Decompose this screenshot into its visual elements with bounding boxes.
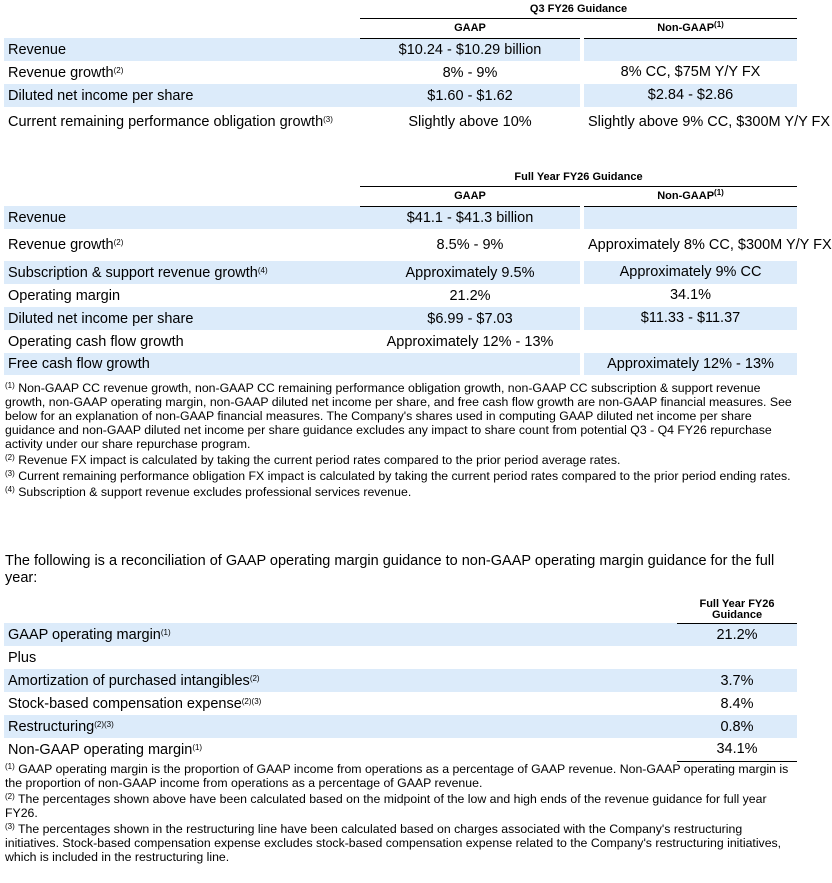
row-value: [677, 646, 797, 669]
gaap-value: Slightly above 10%: [360, 107, 580, 137]
table-row: [4, 646, 797, 669]
row-label: Revenue growth$^{(2)}$: [4, 229, 360, 261]
gaap-value: $10.24 - $10.29 billion: [360, 38, 580, 61]
table-row: [4, 330, 797, 353]
reconciliation-footnotes: [5, 762, 797, 864]
row-label: GAAP operating margin$^{(1)}$: [4, 623, 677, 646]
nongaap-value: 8% CC, $75M Y/Y FX: [584, 61, 797, 84]
guidance-footnotes: [5, 381, 797, 499]
gaap-value: $6.99 - $7.03: [360, 307, 580, 330]
reconciliation-intro: The following is a reconciliation of GAAP operating margin guidance to non-GAAP operating margin guidance for the full year:: [5, 553, 775, 586]
gaap-value: Approximately 12% - 13%: [360, 330, 580, 353]
table-row: [4, 229, 797, 261]
nongaap-value: $11.33 - $11.37: [584, 307, 797, 330]
row-label: Diluted net income per share: [4, 307, 360, 330]
nongaap-value: $2.84 - $2.86: [584, 84, 797, 107]
row-label: Current remaining performance obligation growth$^{(3)}$: [4, 107, 360, 137]
gaap-value: $41.1 - $41.3 billion: [360, 206, 580, 229]
gaap-value: 8% - 9%: [360, 61, 580, 84]
fy-gaap-header: GAAP: [360, 186, 580, 206]
table-row: [4, 623, 797, 646]
footnote: $^{(3)}$ The percentages shown in the restructuring line have been calculated based on charges associated with the Company's restructuring initiatives. Stock-based compensation expense excludes stock-based compensation expense related to the Company's restructuring initiatives, which is included in the restructuring line.: [5, 822, 782, 864]
reconciliation-column-header: Full Year FY26 Guidance: [677, 597, 797, 623]
q3-gaap-header: GAAP: [360, 18, 580, 38]
table-row: [4, 738, 797, 761]
gaap-value: 21.2%: [360, 284, 580, 307]
table-row: [4, 284, 797, 307]
nongaap-value: Approximately 12% - 13%: [584, 353, 797, 375]
table-row: [4, 307, 797, 330]
row-value: 8.4%: [677, 692, 797, 715]
footnote: $^{(1)}$ GAAP operating margin is the proportion of GAAP income from operations as a percentage of GAAP revenue. Non-GAAP operating margin is the proportion of non-GAAP income from operations as a percentage of GAAP revenue.: [5, 762, 789, 790]
footnote: $^{(2)}$ Revenue FX impact is calculated by taking the current period rates compared to the prior period average rates.: [5, 453, 621, 467]
table-row: [4, 206, 797, 229]
table-row: [4, 692, 797, 715]
reconciliation-table: [4, 597, 797, 762]
row-label: Revenue growth$^{(2)}$: [4, 61, 360, 84]
fy-guidance-table: [4, 168, 832, 375]
gaap-value: $1.60 - $1.62: [360, 84, 580, 107]
table-row: [4, 107, 797, 137]
q3-nongaap-header: Non-GAAP$^{(1)}$: [584, 18, 797, 38]
row-label: Operating margin: [4, 284, 360, 307]
fy-nongaap-header: Non-GAAP$^{(1)}$: [584, 186, 797, 206]
row-label: Free cash flow growth: [4, 353, 360, 375]
table-row: [4, 353, 797, 375]
footnote: $^{(3)}$ Current remaining performance obligation FX impact is calculated by taking the current period rates compared to the prior period ending rates.: [5, 469, 791, 483]
row-label: Operating cash flow growth: [4, 330, 360, 353]
row-label: Non-GAAP operating margin$^{(1)}$: [4, 738, 677, 761]
row-value: 0.8%: [677, 715, 797, 738]
footnote: $^{(2)}$ The percentages shown above have been calculated based on the midpoint of the low and high ends of the revenue guidance for full year FY26.: [5, 792, 767, 820]
q3-guidance-table: [4, 0, 831, 137]
row-value: 21.2%: [677, 623, 797, 646]
row-label: Diluted net income per share: [4, 84, 360, 107]
gaap-value: [360, 353, 580, 375]
row-label: Revenue: [4, 38, 360, 61]
row-label: Plus: [4, 646, 677, 669]
row-label: Subscription & support revenue growth$^{(4)}$: [4, 261, 360, 284]
nongaap-value: 34.1%: [584, 284, 797, 307]
gaap-value: 8.5% - 9%: [360, 229, 580, 261]
table-row: [4, 38, 797, 61]
row-label: Revenue: [4, 206, 360, 229]
fy-period-header: Full Year FY26 Guidance: [360, 168, 797, 186]
footnote: $^{(1)}$ Non-GAAP CC revenue growth, non-GAAP CC remaining performance obligation growth, non-GAAP CC subscription & support revenue growth, non-GAAP operating margin, non-GAAP diluted net income per share, and free cash flow growth are non-GAAP financial measures. See below for an explanation of non-GAAP financial measures. The Company's shares used in computing GAAP diluted net income per share guidance and non-GAAP diluted net income per share guidance excludes any impact to share count from potential Q3 - Q4 FY26 repurchase activity under our share repurchase program.: [5, 381, 792, 451]
row-label: Amortization of purchased intangibles$^{(2)}$: [4, 669, 677, 692]
nongaap-value: Approximately 8% CC, $300M Y/Y FX: [584, 229, 797, 261]
row-value: 3.7%: [677, 669, 797, 692]
row-value: 34.1%: [677, 738, 797, 761]
gaap-value: Approximately 9.5%: [360, 261, 580, 284]
table-row: [4, 61, 797, 84]
table-row: [4, 669, 797, 692]
row-label: Restructuring$^{(2)(3)}$: [4, 715, 677, 738]
table-row: [4, 261, 797, 284]
nongaap-value: [584, 330, 797, 353]
table-row: [4, 84, 797, 107]
nongaap-value: [584, 38, 797, 61]
row-label: Stock-based compensation expense$^{(2)(3)}$: [4, 692, 677, 715]
nongaap-value: Slightly above 9% CC, $300M Y/Y FX: [584, 107, 797, 137]
q3-period-header: Q3 FY26 Guidance: [360, 0, 797, 18]
nongaap-value: [584, 206, 797, 229]
table-row: [4, 715, 797, 738]
footnote: $^{(4)}$ Subscription & support revenue excludes professional services revenue.: [5, 485, 412, 499]
nongaap-value: Approximately 9% CC: [584, 261, 797, 284]
